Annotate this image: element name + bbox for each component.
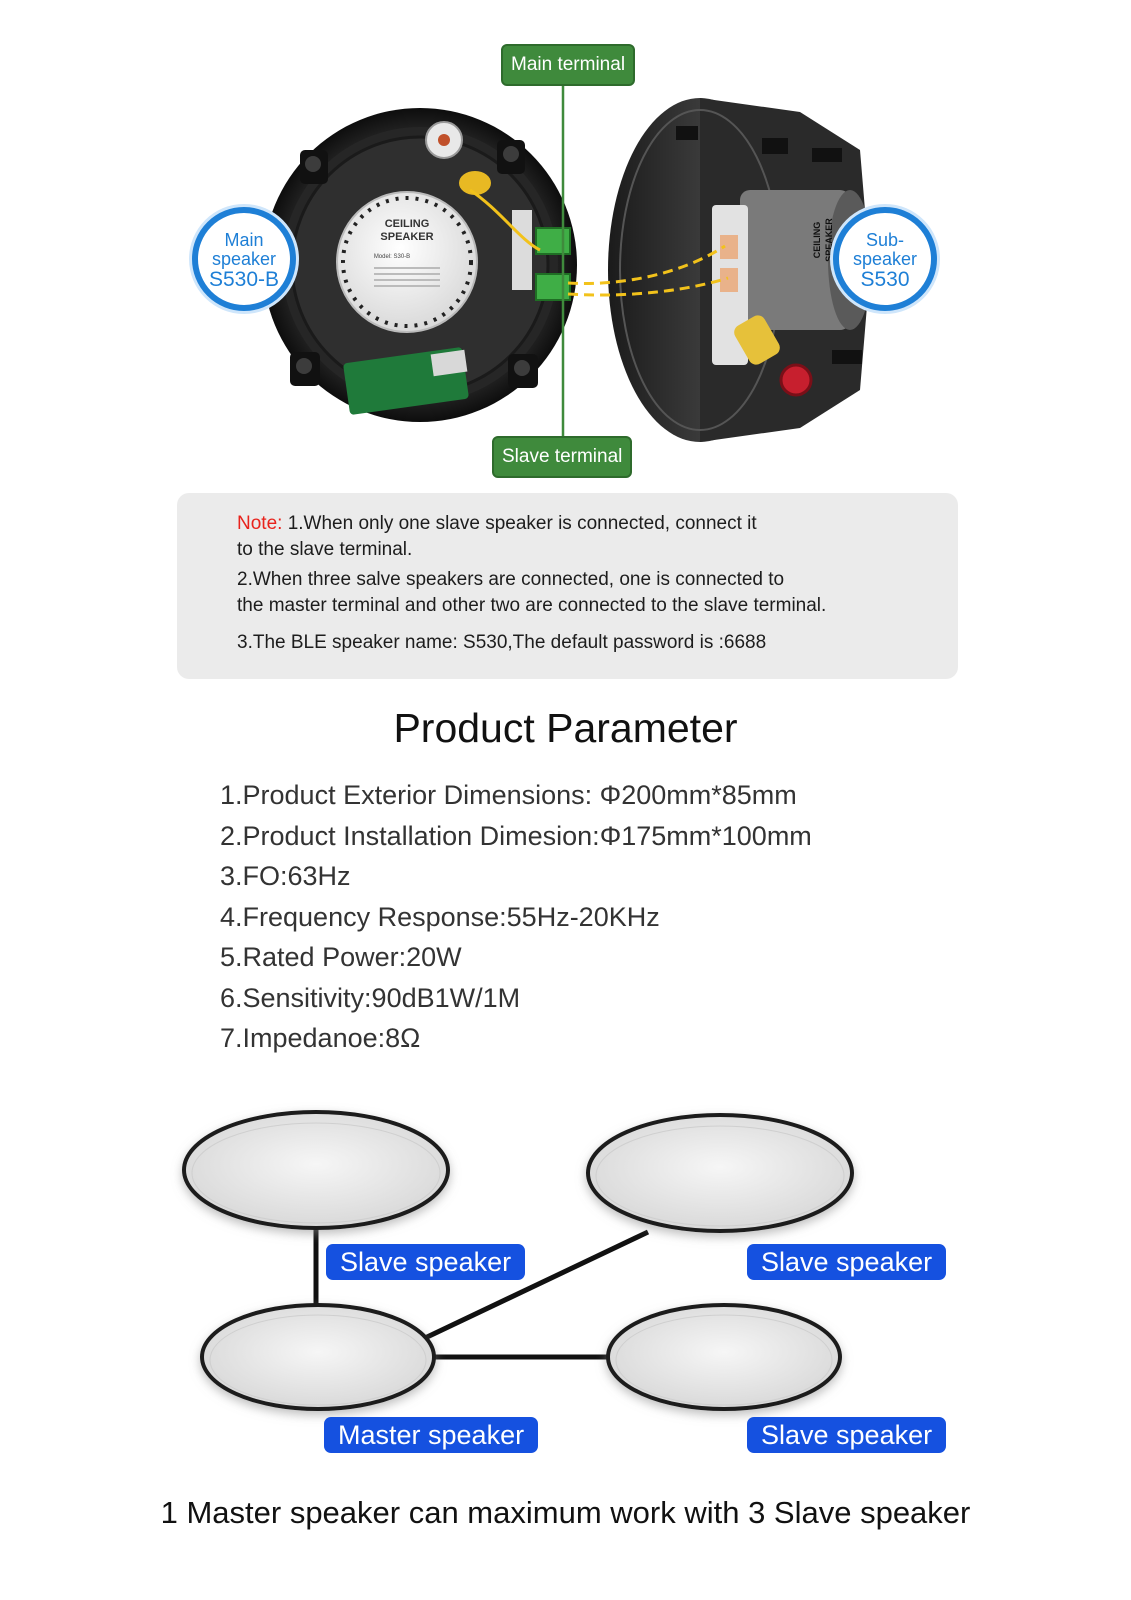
network-illustration bbox=[0, 1095, 1131, 1475]
product-parameter-title: Product Parameter bbox=[393, 705, 738, 751]
speaker-face-brand-1: CEILING bbox=[384, 218, 430, 230]
parameter-item: 4.Frequency Response:55Hz-20KHz bbox=[220, 901, 660, 932]
speaker-face-model: Model: S30-B bbox=[373, 254, 411, 260]
note-line-2a: 2.When three salve speakers are connected, one is connected to bbox=[237, 569, 785, 590]
parameter-item: 1.Product Exterior Dimensions: Φ200mm*85mm bbox=[220, 780, 797, 810]
parameter-list bbox=[220, 775, 812, 1059]
parameter-item: 7.Impedanoe:8Ω bbox=[220, 1023, 421, 1053]
main-terminal-tag: Main terminal bbox=[501, 44, 635, 86]
slave-terminal-block bbox=[536, 274, 570, 300]
speaker-network-diagram bbox=[0, 1095, 1131, 1475]
slave-terminal-tag: Slave terminal bbox=[492, 436, 632, 478]
sub-bubble-line2: speaker bbox=[852, 249, 918, 269]
main-bubble-line1: Main bbox=[224, 230, 264, 250]
sub-speaker-bubble bbox=[833, 207, 937, 311]
parameter-item: 3.FO:63Hz bbox=[220, 861, 351, 891]
side-face-brand-2: SPEAKER bbox=[824, 218, 834, 262]
wiring-diagram bbox=[0, 0, 1131, 490]
note-text-1a: 1.When only one slave speaker is connected, connect it bbox=[282, 513, 757, 534]
sub-bubble-line1: Sub- bbox=[865, 230, 905, 250]
slave-speaker-label: Slave speaker bbox=[747, 1244, 946, 1280]
main-speaker-bubble bbox=[192, 207, 296, 311]
master-speaker-label: Master speaker bbox=[324, 1417, 538, 1453]
footer-caption: 1 Master speaker can maximum work with 3 Slave speaker bbox=[160, 1495, 971, 1530]
slave-speaker-bottom-right bbox=[608, 1305, 840, 1409]
parameter-item: 6.Sensitivity:90dB1W/1M bbox=[220, 982, 521, 1013]
parameter-item: 5.Rated Power:20W bbox=[220, 942, 462, 972]
note-prefix: Note: bbox=[237, 513, 283, 534]
master-speaker bbox=[202, 1305, 434, 1409]
main-bubble-model: S530-B bbox=[208, 268, 280, 291]
slave-speaker-label: Slave speaker bbox=[747, 1417, 946, 1453]
note-line-1b: to the slave terminal. bbox=[237, 539, 413, 560]
slave-speaker-top-left bbox=[184, 1112, 448, 1228]
parameter-item: 2.Product Installation Dimesion:Φ175mm*100mm bbox=[220, 820, 812, 851]
note-line-1a bbox=[237, 511, 937, 537]
note-box bbox=[177, 493, 958, 679]
side-face-brand-1: CEILING bbox=[812, 221, 822, 259]
note-line-3: 3.The BLE speaker name: S530,The default password is :6688 bbox=[237, 632, 767, 653]
note-line-2b: the master terminal and other two are connected to the slave terminal. bbox=[237, 595, 827, 616]
speaker-face-brand-2: SPEAKER bbox=[380, 231, 434, 243]
main-speaker-back-view bbox=[263, 108, 577, 422]
main-terminal-block bbox=[536, 228, 570, 254]
slave-speaker-top-right bbox=[588, 1115, 852, 1231]
slave-speaker-label: Slave speaker bbox=[326, 1244, 525, 1280]
main-bubble-line2: speaker bbox=[211, 249, 277, 269]
sub-bubble-model: S530 bbox=[860, 268, 910, 291]
sub-speaker-side-view bbox=[608, 98, 872, 442]
